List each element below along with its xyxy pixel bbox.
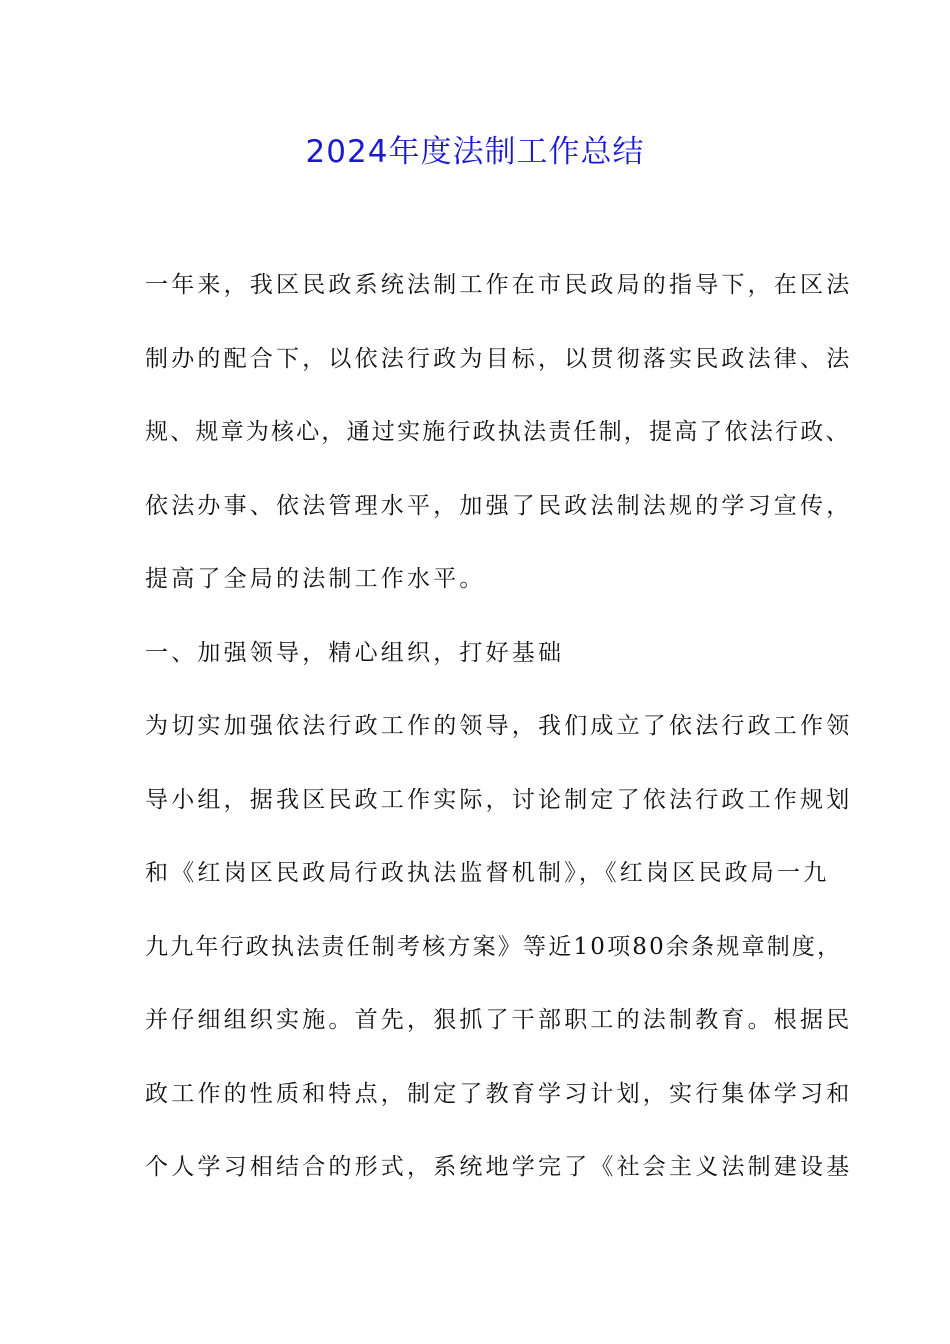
document-body: [145, 263, 853, 1219]
paragraph-line: 制办的配合下，以依法行政为目标，以贯彻落实民政法律、法: [145, 345, 853, 372]
paragraph-line: 个人学习相结合的形式，系统地学完了《社会主义法制建设基: [145, 1154, 853, 1180]
paragraph-line: 一年来，我区民政系统法制工作在市民政局的指导下，在区法: [145, 272, 853, 298]
document-title: 2024年度法制工作总结: [305, 134, 645, 170]
paragraph-line: 规、规章为核心，通过实施行政执法责任制，提高了依法行政、: [145, 419, 851, 445]
paragraph-line: 依法办事、依法管理水平，加强了民政法制法规的学习宣传，: [145, 492, 853, 519]
section-heading: 一、加强领导，精心组织，打好基础: [145, 639, 565, 666]
paragraph-line: 为切实加强依法行政工作的领导，我们成立了依法行政工作领: [145, 713, 853, 739]
paragraph-line: 导小组，据我区民政工作实际，讨论制定了依法行政工作规划: [145, 786, 853, 813]
paragraph-line: 提高了全局的法制工作水平。: [145, 566, 486, 592]
paragraph-line: 并仔细组织实施。首先，狠抓了干部职工的法制教育。根据民: [145, 1007, 853, 1033]
paragraph-line: 政工作的性质和特点，制定了教育学习计划，实行集体学习和: [145, 1080, 853, 1107]
paragraph-line: 和《红岗区民政局行政执法监督机制》，《红岗区民政局一九: [145, 860, 830, 886]
paragraph-line: 九九年行政执法责任制考核方案》等近10项80余条规章制度，: [145, 933, 843, 960]
